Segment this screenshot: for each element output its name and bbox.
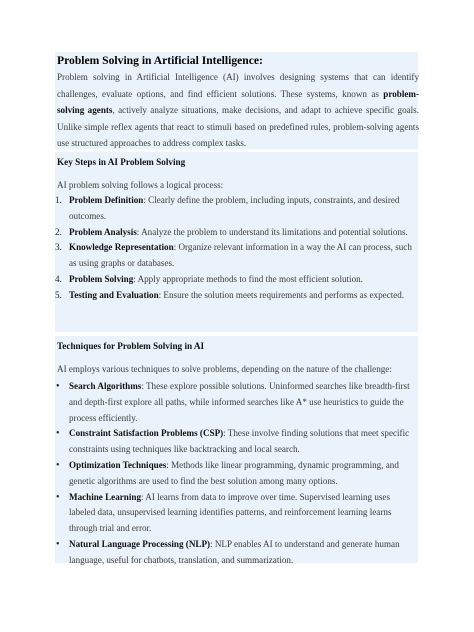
step-term: Problem Solving — [69, 273, 134, 284]
technique-term: Constraint Satisfaction Problems (CSP) — [69, 428, 224, 439]
list-item — [57, 225, 417, 241]
step-number: 4. — [55, 273, 62, 284]
technique-desc: : These explore possible solutions. Uninformed searches like breadth-first and depth-first explore all paths, while informed searches like A* use heuristics to guide the process efficiently. — [69, 381, 410, 423]
page-title: Problem Solving in Artificial Intelligence: — [57, 54, 263, 67]
step-desc: : Clearly define the problem, including inputs, constraints, and desired outcomes. — [69, 195, 400, 221]
techniques-lead: AI employs various techniques to solve problems, depending on the nature of the challenge: — [57, 364, 392, 374]
list-item — [57, 379, 417, 426]
bullet-icon: • — [56, 459, 60, 471]
steps-lead: AI problem solving follows a logical process: — [57, 180, 224, 190]
list-item — [57, 240, 417, 272]
intro-bold-term: problem-solving agents — [57, 88, 419, 116]
step-number: 2. — [55, 226, 62, 237]
steps-heading: Key Steps in AI Problem Solving — [57, 157, 186, 167]
intro-text-1: Problem solving in Artificial Intelligence (AI) involves designing systems that can identify challenges, evaluate options, and find efficient solutions. These systems, known as — [57, 72, 419, 99]
step-term: Knowledge Representation — [69, 242, 174, 253]
list-item — [57, 537, 417, 569]
technique-desc: : Methods like linear programming, dynamic programming, and genetic algorithms are used to find the best solution among many options. — [69, 459, 399, 486]
techniques-heading: Techniques for Problem Solving in AI — [57, 341, 205, 351]
step-term: Problem Analysis — [69, 226, 137, 237]
list-item — [57, 490, 417, 537]
steps-list — [57, 193, 417, 304]
list-item — [57, 426, 417, 458]
step-desc: : Organize relevant information in a way the AI can process, such as using graphs or databases. — [69, 242, 412, 269]
technique-term: Search Algorithms — [69, 381, 142, 391]
technique-desc: : AI learns from data to improve over time. Supervised learning uses labeled data, unsupervised learning identifies patterns, and reinforcement learning learns through trial and error. — [69, 491, 392, 534]
techniques-list — [57, 379, 417, 569]
intro-text-2: , actively analyze situations, make decisions, and adapt to achieve specific goals. Unlike simple reflex agents that react to stimuli based on predefined rules, problem-solving agents use structured approaches to address complex tasks. — [57, 105, 419, 149]
step-term: Testing and Evaluation — [69, 289, 159, 300]
step-desc: : Analyze the problem to understand its limitations and potential solutions. — [136, 226, 408, 237]
technique-desc: : These involve finding solutions that meet specific constraints using techniques like backtracking and local search. — [69, 428, 410, 455]
technique-term: Natural Language Processing (NLP) — [69, 538, 211, 549]
list-item — [57, 288, 417, 304]
bullet-icon: • — [56, 491, 60, 503]
step-term: Problem Definition — [69, 195, 144, 205]
step-number: 5. — [55, 289, 62, 300]
list-item — [57, 458, 417, 490]
technique-term: Machine Learning — [69, 491, 141, 502]
bullet-icon: • — [56, 538, 60, 550]
intro-paragraph — [57, 69, 419, 152]
technique-term: Optimization Techniques — [69, 459, 167, 470]
technique-desc: : NLP enables AI to understand and generate human language, useful for chatbots, translation, and summarization. — [69, 538, 400, 565]
list-item — [57, 272, 417, 288]
step-number: 3. — [55, 242, 62, 253]
step-desc: : Apply appropriate methods to find the most efficient solution. — [133, 273, 363, 284]
list-item — [57, 193, 417, 225]
bullet-icon: • — [56, 428, 60, 440]
bullet-icon: • — [56, 381, 60, 392]
step-desc: : Ensure the solution meets requirements and performs as expected. — [158, 289, 405, 300]
step-number: 1. — [55, 195, 62, 205]
